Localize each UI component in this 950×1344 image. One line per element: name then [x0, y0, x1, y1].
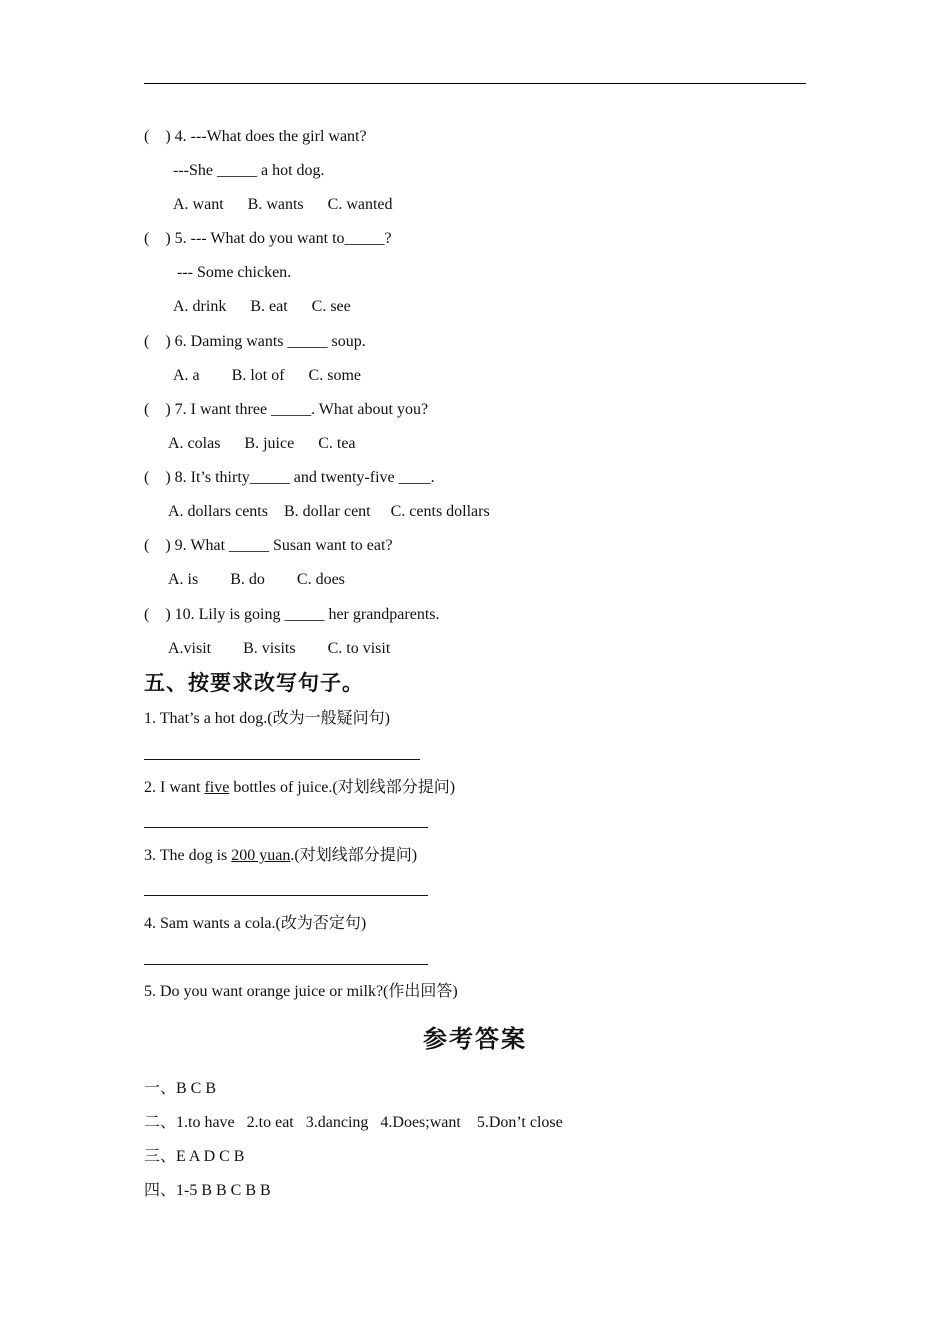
rewrite-item-2: [144, 778, 455, 798]
answer-blank-4: [144, 964, 428, 965]
question-5-answer-line: --- Some chicken.: [177, 264, 292, 281]
question-4-answer-line: ---She _____ a hot dog.: [173, 162, 325, 179]
answer-blank-2: [144, 827, 428, 828]
question-5-stem: ( ) 5. --- What do you want to_____?: [144, 230, 392, 247]
question-6-stem: ( ) 6. Daming wants _____ soup.: [144, 333, 366, 350]
question-4-stem: ( ) 4. ---What does the girl want?: [144, 128, 367, 145]
answer-line-2: 二、1.to have 2.to eat 3.dancing 4.Does;want 5.Don’t close: [144, 1114, 563, 1131]
answer-line-4: 四、1-5 B B C B B: [144, 1182, 271, 1199]
question-9-stem: ( ) 9. What _____ Susan want to eat?: [144, 537, 393, 554]
answer-blank-3: [144, 895, 428, 896]
question-8-options: A. dollars cents B. dollar cent C. cents dollars: [168, 503, 490, 520]
question-6-options: A. a B. lot of C. some: [173, 367, 361, 384]
question-8-stem: ( ) 8. It’s thirty_____ and twenty-five ____.: [144, 469, 435, 486]
answer-line-1: 一、B C B: [144, 1080, 217, 1097]
rewrite-item-4: 4. Sam wants a cola.(改为否定句): [144, 915, 367, 932]
rewrite-item-2-post: bottles of juice.(对划线部分提问): [229, 779, 456, 796]
answer-key-title: 参考答案: [423, 1025, 527, 1053]
rewrite-item-1: 1. That’s a hot dog.(改为一般疑问句): [144, 710, 390, 727]
question-9-options: A. is B. do C. does: [168, 571, 345, 588]
rewrite-item-2-underlined: five: [204, 779, 230, 796]
rewrite-item-3-pre: 3. The dog is: [144, 847, 232, 864]
section-5-heading: 五、按要求改写句子。: [144, 671, 364, 695]
answer-line-3: 三、E A D C B: [144, 1148, 245, 1165]
question-10-options: A.visit B. visits C. to visit: [168, 640, 391, 657]
question-4-options: A. want B. wants C. wanted: [173, 196, 393, 213]
question-10-stem: ( ) 10. Lily is going _____ her grandparents.: [144, 606, 440, 623]
header-rule: [144, 83, 806, 84]
rewrite-item-3-post: .(对划线部分提问): [290, 847, 418, 864]
question-5-options: A. drink B. eat C. see: [173, 298, 351, 315]
rewrite-item-3: [144, 846, 417, 866]
rewrite-item-3-underlined: 200 yuan: [231, 847, 291, 864]
rewrite-item-5: 5. Do you want orange juice or milk?(作出回答): [144, 983, 458, 1000]
answer-blank-1: [144, 759, 420, 760]
question-7-options: A. colas B. juice C. tea: [168, 435, 356, 452]
question-7-stem: ( ) 7. I want three _____. What about you?: [144, 401, 429, 418]
rewrite-item-2-pre: 2. I want: [144, 779, 205, 796]
